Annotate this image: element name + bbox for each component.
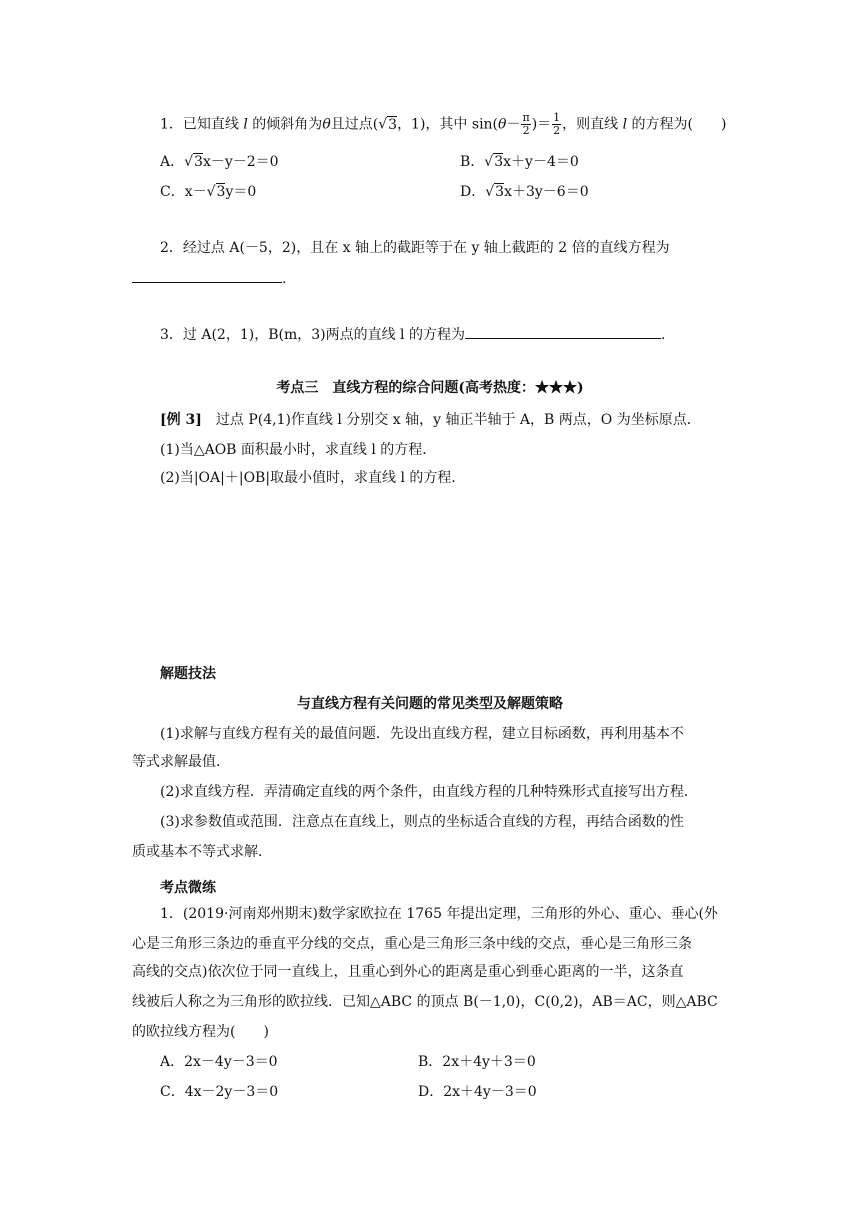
q1-text-8: 的方程为( ) — [627, 116, 727, 133]
practice-1-line-4: 线被后人称之为三角形的欧拉线．已知△ABC 的顶点 B(－1,0)，C(0,2)，AB＝AC，则△ABC — [132, 994, 718, 1010]
option-expr: x－y－2＝0 — [202, 154, 279, 170]
practice-option-c: C．4x－2y－3＝0 — [160, 1084, 279, 1100]
q1-number: 1． — [160, 116, 183, 133]
sqrt-sign-icon: √ — [484, 154, 494, 170]
answer-blank[interactable] — [132, 268, 282, 283]
question-2-answer-line — [132, 268, 732, 289]
question-1-stem — [160, 112, 760, 137]
frac-num: 1 — [553, 111, 561, 124]
q1-text-6: )＝ — [531, 116, 552, 133]
answer-blank[interactable] — [465, 324, 661, 339]
q3-text: 3．过 A(2，1)，B(m，3)两点的直线 l 的方程为 — [160, 327, 465, 343]
sqrt-sign-icon: √ — [206, 184, 216, 200]
q1-minus: － — [506, 116, 521, 133]
q1-root: 3 — [495, 184, 505, 200]
q2-period: . — [282, 271, 287, 287]
q1-option-d — [460, 182, 589, 202]
practice-1-line-3: 高线的交点)依次位于同一直线上，且重心到外心的距离是重心到垂心距离的一半，这条直 — [132, 964, 684, 980]
practice-option-a: A．2x－4y－3＝0 — [160, 1054, 278, 1070]
frac-num: π — [522, 111, 530, 124]
sqrt-sign-icon: √ — [378, 116, 388, 133]
example-text: 过点 P(4,1)作直线 l 分别交 x 轴，y 轴正半轴于 A，B 两点，O 为坐标原点． — [201, 412, 701, 428]
q1-frac-half — [552, 112, 561, 137]
q1-root: 3 — [494, 154, 504, 170]
practice-heading: 考点微练 — [160, 880, 216, 896]
method-paragraph-1b: 等式求解最值． — [132, 754, 230, 770]
q1-option-b — [460, 152, 579, 172]
method-paragraph-3a: (3)求参数值或范围．注意点在直线上，则点的坐标适合直线的方程，再结合函数的性 — [160, 814, 684, 830]
question-3-stem — [160, 324, 760, 345]
q1-text-4: ，1)，其中 sin( — [397, 116, 499, 133]
q3-period: . — [660, 327, 666, 343]
option-expr: x＋y－4＝0 — [503, 154, 579, 170]
q1-var-l: l — [243, 116, 248, 133]
practice-1-line-2: 心是三角形三条边的垂直平分线的交点，重心是三角形三条中线的交点，垂心是三角形三条 — [132, 936, 692, 952]
example-3-stem — [160, 410, 760, 430]
sqrt-sign-icon: √ — [485, 184, 495, 200]
option-label: C． — [160, 184, 185, 200]
q1-root: 3 — [216, 184, 226, 200]
option-expr-pre: x－ — [184, 184, 207, 200]
example-tag: [例 3] — [160, 412, 202, 428]
example-3-part-2: (2)当|OA|＋|OB|取最小值时，求直线 l 的方程． — [160, 470, 466, 486]
q1-theta-2: θ — [498, 116, 507, 133]
q1-text-2: 的倾斜角为 — [247, 116, 323, 133]
q1-text-7: ，则直线 — [562, 116, 623, 133]
example-3-part-1: (1)当△AOB 面积最小时，求直线 l 的方程． — [160, 442, 437, 458]
method-paragraph-3b: 质或基本不等式求解． — [132, 844, 272, 860]
method-paragraph-2: (2)求直线方程．弄清确定直线的两个条件，由直线方程的几种特殊形式直接写出方程． — [160, 784, 698, 800]
q1-root: 3 — [194, 154, 203, 170]
practice-option-b: B．2x＋4y＋3＝0 — [418, 1054, 536, 1070]
practice-1-line-1: 1．(2019·河南郑州期末)数学家欧拉在 1765 年提出定理，三角形的外心、重心、垂心(外 — [160, 906, 718, 922]
q1-text-1: 已知直线 — [182, 116, 244, 133]
option-label: B． — [460, 154, 485, 170]
method-title: 与直线方程有关问题的常见类型及解题策略 — [297, 696, 563, 712]
option-label: A． — [160, 154, 185, 170]
method-heading: 解题技法 — [160, 666, 216, 682]
q1-var-l-2: l — [622, 116, 628, 133]
practice-1-line-5: 的欧拉线方程为( ) — [132, 1024, 269, 1040]
method-paragraph-1a: (1)求解与直线方程有关的最值问题．先设出直线方程，建立目标函数，再利用基本不 — [160, 726, 684, 742]
q1-text-3: 且过点( — [330, 116, 379, 133]
q1-frac-pi-over-2 — [521, 112, 530, 137]
option-label: D． — [460, 184, 486, 200]
frac-den: 2 — [553, 124, 561, 137]
practice-option-d: D．2x＋4y－3＝0 — [418, 1084, 537, 1100]
sqrt-sign-icon: √ — [184, 154, 194, 170]
option-expr-post: y＝0 — [225, 184, 257, 200]
q1-theta: θ — [322, 116, 331, 133]
option-expr: x＋3y－6＝0 — [504, 184, 589, 200]
section-title: 考点三 直线方程的综合问题(高考热度：★★★) — [276, 380, 584, 396]
q1-root: 3 — [388, 116, 398, 133]
frac-den: 2 — [522, 124, 530, 137]
question-2-stem: 2．经过点 A(－5，2)，且在 x 轴上的截距等于在 y 轴上截距的 2 倍的直线方程为 — [160, 240, 670, 256]
